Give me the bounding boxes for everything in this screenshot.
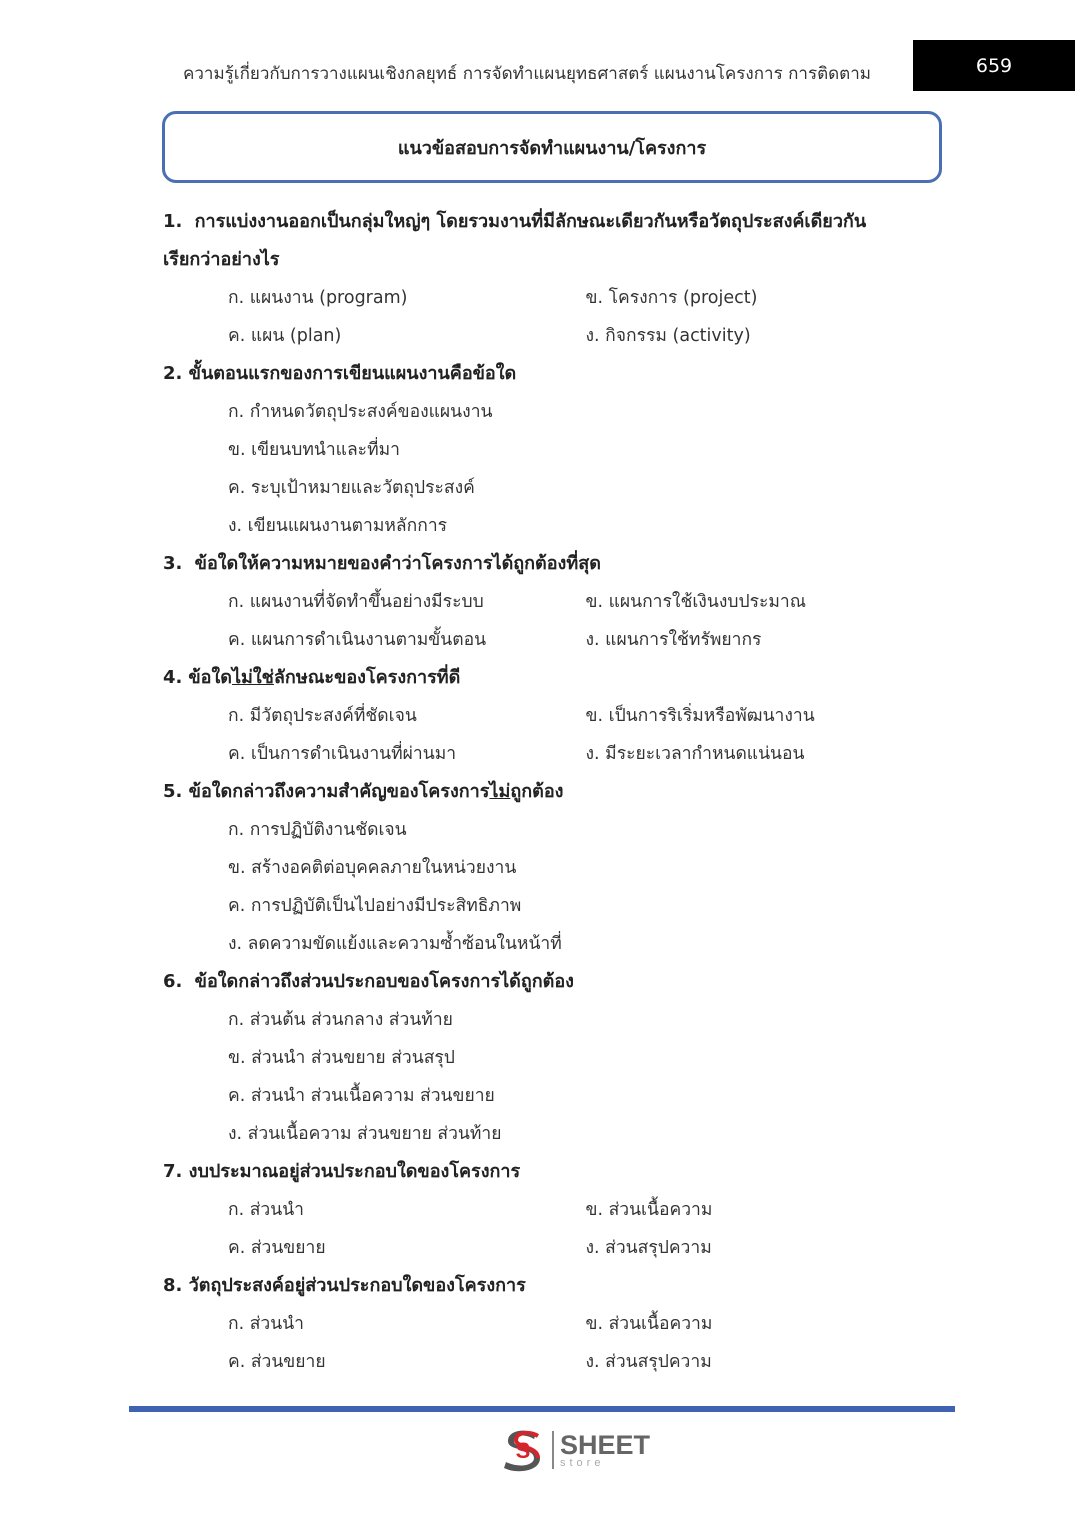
question-number: 3. <box>163 553 183 574</box>
options-7 <box>228 1191 943 1267</box>
question-text: ลักษณะของโครงการที่ดี <box>273 667 461 688</box>
option: ข. เขียนบทนำและที่มา <box>228 440 400 460</box>
option: ง. ส่วนเนื้อความ ส่วนขยาย ส่วนท้าย <box>228 1124 502 1144</box>
option: ข. แผนการใช้เงินงบประมาณ <box>585 592 806 612</box>
options-6 <box>228 1001 943 1153</box>
sheet-store-logo <box>500 1428 650 1472</box>
question-6 <box>163 963 943 1001</box>
question-number: 1. <box>163 211 183 232</box>
logo-separator <box>552 1431 554 1469</box>
option: ก. มีวัตถุประสงค์ที่ชัดเจน <box>228 706 417 726</box>
footer-divider <box>129 1406 955 1412</box>
options-2 <box>228 393 943 545</box>
option: ค. ระบุเป้าหมายและวัตถุประสงค์ <box>228 478 475 498</box>
option: ข. ส่วนเนื้อความ <box>585 1314 713 1334</box>
option: ง. กิจกรรม (activity) <box>585 326 751 346</box>
option: ค. เป็นการดำเนินงานที่ผ่านมา <box>228 744 457 764</box>
question-text: ข้อใดกล่าวถึงความสำคัญของโครงการ <box>188 781 490 802</box>
option: ก. ส่วนต้น ส่วนกลาง ส่วนท้าย <box>228 1010 453 1030</box>
question-number: 4. <box>163 667 183 688</box>
option: ค. ส่วนนำ ส่วนเนื้อความ ส่วนขยาย <box>228 1086 495 1106</box>
question-text: วัตถุประสงค์อยู่ส่วนประกอบใดของโครงการ <box>188 1275 526 1296</box>
question-text: ข้อใดให้ความหมายของคำว่าโครงการได้ถูกต้องที่สุด <box>194 553 601 574</box>
options-1 <box>228 279 943 355</box>
page-number: 659 <box>913 40 1075 91</box>
question-text: ขั้นตอนแรกของการเขียนแผนงานคือข้อใด <box>188 363 517 384</box>
question-2 <box>163 355 943 393</box>
question-text: ข้อใดกล่าวถึงส่วนประกอบของโครงการได้ถูกต้อง <box>194 971 574 992</box>
option: ก. การปฏิบัติงานชัดเจน <box>228 820 407 840</box>
option: ค. แผนการดำเนินงานตามขั้นตอน <box>228 630 487 650</box>
option: ง. เขียนแผนงานตามหลักการ <box>228 516 448 536</box>
question-number: 8. <box>163 1275 183 1296</box>
option: ก. แผนงาน (program) <box>228 288 408 308</box>
option: ค. ส่วนขยาย <box>228 1238 326 1258</box>
option: ข. เป็นการริเริ่มหรือพัฒนางาน <box>585 706 815 726</box>
option: ข. ส่วนเนื้อความ <box>585 1200 713 1220</box>
question-8 <box>163 1267 943 1305</box>
question-4 <box>163 659 943 697</box>
logo-sub: store <box>560 1457 605 1469</box>
option: ง. ลดความขัดแย้งและความซ้ำซ้อนในหน้าที่ <box>228 934 562 954</box>
option: ค. การปฏิบัติเป็นไปอย่างมีประสิทธิภาพ <box>228 896 522 916</box>
logo-word: SHEET <box>560 1430 651 1460</box>
options-5 <box>228 811 943 963</box>
option: ค. ส่วนขยาย <box>228 1352 326 1372</box>
question-1 <box>163 203 943 241</box>
question-text: งบประมาณอยู่ส่วนประกอบใดของโครงการ <box>188 1161 521 1182</box>
question-text: ถูกต้อง <box>510 781 564 802</box>
option: ข. ส่วนนำ ส่วนขยาย ส่วนสรุป <box>228 1048 455 1068</box>
question-3 <box>163 545 943 583</box>
question-number: 2. <box>163 363 183 384</box>
question-number: 6. <box>163 971 183 992</box>
option: ก. ส่วนนำ <box>228 1314 304 1334</box>
question-1-continued: เรียกว่าอย่างไร <box>163 249 280 270</box>
option: ก. แผนงานที่จัดทำขึ้นอย่างมีระบบ <box>228 592 484 612</box>
question-number: 5. <box>163 781 183 802</box>
options-4 <box>228 697 943 773</box>
question-7 <box>163 1153 943 1191</box>
question-text: ข้อใด <box>188 667 232 688</box>
question-text: การแบ่งงานออกเป็นกลุ่มใหญ่ๆ โดยรวมงานที่มีลักษณะเดียวกันหรือวัตถุประสงค์เดียวกัน <box>194 211 867 232</box>
option: ง. มีระยะเวลากำหนดแน่นอน <box>585 744 805 764</box>
header-title: ความรู้เกี่ยวกับการวางแผนเชิงกลยุทธ์ การจัดทำแผนยุทธศาสตร์ แผนงานโครงการ การติดตาม <box>183 64 871 84</box>
option: ข. สร้างอคติต่อบุคคลภายในหน่วยงาน <box>228 858 517 878</box>
options-3 <box>228 583 943 659</box>
option: ก. ส่วนนำ <box>228 1200 304 1220</box>
question-text-emphasis: ไม่ใช่ <box>231 667 274 688</box>
option: ก. กำหนดวัตถุประสงค์ของแผนงาน <box>228 402 493 422</box>
question-number: 7. <box>163 1161 183 1182</box>
question-text-emphasis: ไม่ <box>489 781 511 802</box>
question-5 <box>163 773 943 811</box>
question-list <box>163 203 943 1381</box>
section-title: แนวข้อสอบการจัดทำแผนงาน/โครงการ <box>162 111 942 183</box>
option: ค. แผน (plan) <box>228 326 342 346</box>
option: ง. แผนการใช้ทรัพยากร <box>585 630 762 650</box>
option: ข. โครงการ (project) <box>585 288 758 308</box>
svg-text:S: S <box>515 1438 531 1463</box>
options-8 <box>228 1305 943 1381</box>
option: ง. ส่วนสรุปความ <box>585 1352 712 1372</box>
logo-s-icon <box>500 1428 546 1472</box>
option: ง. ส่วนสรุปความ <box>585 1238 712 1258</box>
